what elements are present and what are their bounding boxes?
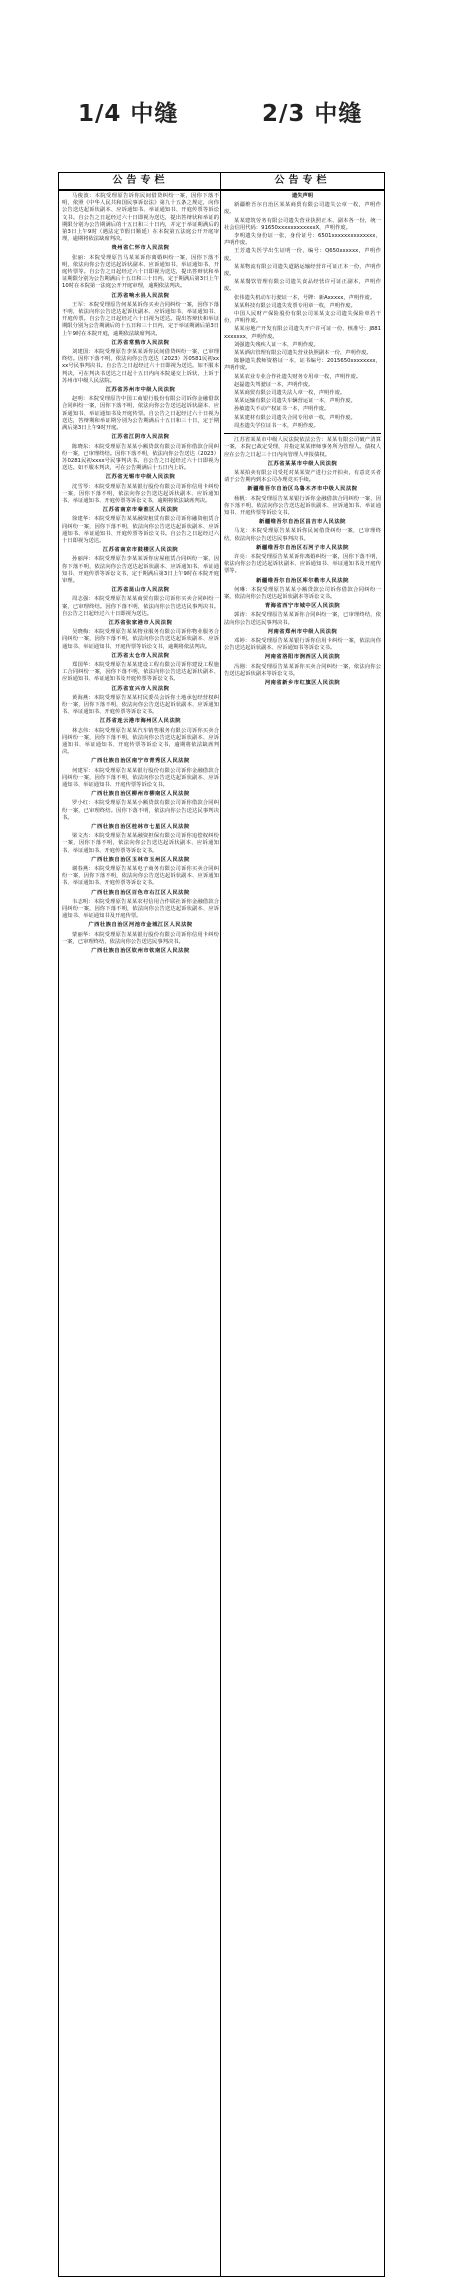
section-title: 遗失声明	[291, 193, 314, 199]
court-name: 广西壮族自治区玉林市玉州区人民法院	[91, 856, 190, 863]
court-name: 江苏省无锡市中级人民法院	[105, 474, 176, 481]
notice-text: 徐建华：本院受理原告某某融资租赁有限公司诉你融资租赁合同纠纷一案，因你下落不明，依法向你公告送达起诉状副本、应诉通知书、举证通知书、开庭传票等诉讼文书。自公告之日起经过六十日即视为送达。	[62, 516, 219, 544]
notice-text: 黄海燕：本院受理原告某某村民委员会诉你土地承包经营权纠纷一案，因你下落不明，依法向你公告送达起诉状副本、应诉通知书、举证通知书、开庭传票等诉讼文书。	[62, 694, 219, 716]
notice-text: 刘建国：本院受理原告李某某诉你民间借贷纠纷一案，已审理终结。因你下落不明，依法向你公告送达（2023）苏0581民初xxxx号民事判决书。自公告之日起经过六十日即视为送达。如不服本判决，可在判决书送达之日起十五日内向本院递交上诉状，上诉于苏州市中级人民法院。	[62, 349, 219, 384]
margin-header	[0, 95, 450, 135]
court-notice-list	[224, 437, 381, 687]
court-name: 贵州省仁怀市人民法院	[111, 245, 170, 252]
notice-text: 刘强遗失残疾人证一本，声明作废。	[234, 341, 319, 348]
notice-text: 沈雪琴：本院受理原告某某银行股份有限公司诉你信用卡纠纷一案，因你下落不明，依法向你公告送达起诉状副本、应诉通知书、举证通知书、开庭传票等诉讼文书，逾期将依法缺席判决。	[62, 483, 219, 504]
court-name: 河南省新乡市红旗区人民法院	[264, 679, 341, 686]
court-name: 新疆维吾尔自治区库尔勒市人民法院	[256, 577, 349, 584]
lost-notice-list	[224, 202, 381, 430]
notice-text: 马俊波：本院受理原告诉你民间借贷纠纷一案，因你下落不明，依照《中华人民共和国民事诉讼法》第九十五条之规定，向你公告送达起诉状副本、应诉通知书、举证通知书、开庭传票等诉讼文书。自公告之日起经过六十日即视为送达，提出答辩状和举证的期限分别为公告期满后的十五日和三十日内，并定于举证期满后的第3日上午9时（遇法定节假日顺延）在本院第五法庭公开开庭审理，逾期将依法缺席判决。	[62, 193, 219, 243]
notice-text: 梁文杰：本院受理原告某某融资担保有限公司诉你追偿权纠纷一案，因你下落不明，依法向你公告送达起诉状副本、应诉通知书、举证通知书、开庭传票等诉讼文书。	[62, 833, 219, 854]
notice-text: 赵磊遗失驾驶证一本，声明作废。	[234, 381, 314, 388]
notice-text: 陈静遗失教师资格证一本，证书编号：2015650xxxxxxxx，声明作废。	[224, 358, 381, 372]
notice-text: 韦志明：本院受理原告某某农村信用合作联社诉你金融借款合同纠纷一案，因你下落不明，依法向你公告送达起诉状副本、应诉通知书、举证通知书及开庭传票。	[62, 898, 219, 920]
notice-text: 陈晓东：本院受理原告某某小额贷款有限公司诉你借款合同纠纷一案，已审理终结。因你下落不明，依法向你公告送达（2023）苏0281民初xxxx号民事判决书。自公告之日起经过六十日即视为送达。如不服本判决，可在公告期满后十五日内上诉。	[62, 443, 219, 472]
court-name: 新疆维吾尔自治区乌鲁木齐市中级人民法院	[247, 486, 358, 493]
notice-text: 张伟遗失机动车行驶证一本，号牌：新Axxxxx，声明作废。	[234, 294, 376, 301]
court-name: 江苏省南京市秦淮区人民法院	[102, 507, 179, 514]
notice-text: 蒙丽华：本院受理原告某某银行股份有限公司诉你信用卡纠纷一案，已审理终结，依法向你公告送达民事判决书。	[62, 931, 219, 945]
column-title: 公告专栏	[221, 173, 384, 191]
notice-text: 何琳：本院受理原告某某小额贷款公司诉你借款合同纠纷一案，依法向你公告送达起诉状副本等诉讼文书。	[224, 586, 381, 600]
court-name: 广西壮族自治区钦州市钦南区人民法院	[91, 948, 190, 955]
court-name: 广西壮族自治区百色市右江区人民法院	[91, 889, 190, 896]
notice-text: 张丽：本院受理原告马某某诉你离婚纠纷一案，因你下落不明，依法向你公告送达起诉状副本、应诉通知书、举证通知书、开庭传票等。自公告之日起经过六十日即视为送达，提出答辩状和举证期限分别为公告期满后十五日和三十日内，定于期满后第3日上午10时在本院第一法庭公开开庭审理，逾期依法判决。	[62, 254, 219, 290]
court-name: 河南省洛阳市涧西区人民法院	[264, 654, 341, 661]
court-name: 江苏省张家港市人民法院	[108, 619, 173, 626]
court-name: 河南省郑州市中级人民法院	[267, 628, 338, 635]
court-name: 青海省西宁市城中区人民法院	[264, 603, 341, 610]
notice-text: 某某科技有限公司遗失发票专用章一枚，声明作废。	[234, 302, 356, 309]
court-name: 江苏省昆山市人民法院	[111, 587, 170, 594]
notice-text: 冯刚：本院受理原告某某诉你买卖合同纠纷一案，依法向你公告送达起诉状副本等诉讼文书。	[224, 663, 381, 677]
notice-text: 吴晓梅：本院受理原告某某物业服务有限公司诉你物业服务合同纠纷一案，因你下落不明，依法向你公告送达起诉状副本、应诉通知书、举证通知书、开庭传票等诉讼文书，逾期将依法判决。	[62, 629, 219, 650]
court-name: 江苏省某某市中级人民法院	[267, 460, 338, 467]
notice-text: 某某农业专业合作社遗失财务专用章一枚，声明作废。	[234, 373, 362, 380]
notice-text: 某某商贸有限公司遗失法人章一枚，声明作废。	[234, 390, 346, 397]
notice-text: 何建军：本院受理原告某某银行股份有限公司诉你金融借款合同纠纷一案，因你下落不明，依法向你公告送达起诉状副本、应诉通知书、举证通知书、开庭传票等诉讼文书。	[62, 767, 219, 789]
court-name: 广西壮族自治区南宁市青秀区人民法院	[91, 758, 190, 765]
court-name: 江苏省响水县人民法院	[111, 292, 170, 299]
notice-text: 某某拍卖有限公司受托对某某资产进行公开拍卖，有意竞买者请于公告期内到本公司办理竞买手续。	[224, 469, 381, 484]
notice-text: 周杰遗失学位证书一本，声明作废。	[234, 422, 319, 429]
notice-text: 孙丽萍：本院受理原告李某某诉你房屋租赁合同纠纷一案，因你下落不明，依法向你公告送达起诉状副本、应诉通知书、举证通知书、开庭传票等诉讼文书，定于期满后第3日上午9时在本院开庭审理。	[62, 556, 219, 584]
notice-text: 王芳遗失医学出生证明一份，编号：Q650xxxxxx，声明作废。	[224, 248, 381, 262]
notice-text: 周志强：本院受理原告某某商贸有限公司诉你买卖合同纠纷一案，已审理终结。因你下落不明，依法向你公告送达民事判决书。自公告之日起经过六十日即视为送达。	[62, 596, 219, 617]
notice-text: 邓婷：本院受理原告某某银行诉你信用卡纠纷一案，依法向你公告送达起诉状副本、应诉通知书等诉讼文书。	[224, 637, 381, 652]
notice-text: 某某建材有限公司遗失合同专用章一枚，声明作废。	[234, 414, 356, 421]
court-name: 江苏省苏州市中级人民法院	[105, 387, 176, 394]
notice-text: 中国人民财产保险股份有限公司某某支公司遗失保险单若干份，声明作废。	[224, 311, 381, 325]
notice-text: 罗小红：本院受理原告某某小额贷款有限公司诉你借款合同纠纷一案，已审理终结。因你下落不明，依法向你公告送达民事判决书。	[62, 800, 219, 821]
notice-text: 郑国华：本院受理原告某某建设工程有限公司诉你建设工程施工合同纠纷一案，因你下落不明，依法向你公告送达起诉状副本、应诉通知书、举证通知书及开庭传票等诉讼文书。	[62, 661, 219, 683]
notice-text: 李明遗失身份证一张，身份证号：6501xxxxxxxxxxxxxx，声明作废。	[224, 233, 381, 247]
notice-text: 马龙：本院受理原告某某诉你民间借贷纠纷一案，已审理终结，依法向你公告送达民事判决书。	[224, 528, 381, 542]
notice-text: 林志伟：本院受理原告某某汽车销售服务有限公司诉你买卖合同纠纷一案，因你下落不明，依法向你公告送达起诉状副本、应诉通知书、举证通知书、开庭传票等诉讼文书，逾期将依法缺席判决。	[62, 727, 219, 756]
notice-list	[59, 193, 222, 955]
notice-text: 某某物流有限公司遗失道路运输经营许可证正本一份，声明作废。	[224, 263, 381, 278]
notice-text: 江苏省某某市中级人民法院依法公告：某某有限公司破产清算一案，本院已裁定受理，并指定某某律师事务所为管理人。债权人应在公告之日起三十日内向管理人申报债权。	[224, 437, 381, 458]
right-margin-label: 2/3 中缝	[262, 101, 363, 127]
column-title: 公告专栏	[59, 173, 222, 191]
court-name: 江苏省常熟市人民法院	[111, 339, 170, 346]
notice-text: 赵明：本院受理原告中国工商银行股份有限公司诉你金融借款合同纠纷一案，因你下落不明，依法向你公告送达起诉状副本、应诉通知书、举证通知书及开庭传票。自公告之日起经过六十日视为送达，答辩期和举证期分别为公告期满后十五日和三十日，定于期满后第3日上午9时开庭。	[62, 396, 219, 432]
notice-text: 某某房地产开发有限公司遗失开户许可证一份，核准号：J881xxxxxxx，声明作废。	[224, 326, 381, 340]
court-name: 新疆维吾尔自治区昌吉市人民法院	[259, 519, 346, 526]
court-name: 江苏省太仓市人民法院	[111, 652, 170, 659]
court-name: 新疆维吾尔自治区石河子市人民法院	[256, 544, 349, 551]
notice-text: 孙敏遗失不动产权证书一本，声明作废。	[234, 406, 330, 413]
court-name: 广西壮族自治区柳州市柳南区人民法院	[91, 791, 190, 798]
court-name: 江苏省连云港市海州区人民法院	[99, 718, 182, 725]
notice-text: 某某餐饮管理有限公司遗失食品经营许可证正副本，声明作废。	[224, 279, 381, 293]
court-name: 江苏省南京市鼓楼区人民法院	[102, 547, 179, 554]
court-name: 广西壮族自治区桂林市七星区人民法院	[91, 824, 190, 831]
notice-text: 某某建筑劳务有限公司遗失营业执照正本、副本各一份，统一社会信用代码：91650xxxxxxxxxxxxX，声明作废。	[224, 217, 381, 231]
notice-column-right	[220, 172, 385, 2277]
notice-text: 某某运输有限公司遗失车辆营运证一本，声明作废。	[234, 398, 356, 405]
notice-list	[221, 193, 384, 687]
section-divider	[224, 433, 381, 434]
court-name: 江苏省江阴市人民法院	[111, 434, 170, 441]
notice-text: 某某酒店管理有限公司遗失营业执照副本一份，声明作废。	[234, 350, 372, 357]
notice-text: 杨帆：本院受理原告某某银行诉你金融借款合同纠纷一案，因你下落不明，依法向你公告送达起诉状副本、应诉通知书、举证通知书、开庭传票等诉讼文书。	[224, 495, 381, 516]
notice-text: 新疆维吾尔自治区某某商贸有限公司遗失公章一枚，声明作废。	[224, 202, 381, 216]
court-name: 广西壮族自治区河池市金城江区人民法院	[88, 922, 193, 929]
court-name: 江苏省宜兴市人民法院	[111, 685, 170, 692]
left-margin-label: 1/4 中缝	[78, 101, 179, 127]
notice-column-left	[58, 172, 223, 2277]
notice-text: 王军：本院受理原告何某某诉你买卖合同纠纷一案，因你下落不明，依法向你公告送达起诉状副本、应诉通知书、举证通知书、开庭传票。自公告之日起经过六十日视为送达。提出答辩状和举证期限分别为公告期满后的十五日和三十日内，定于举证期满后第3日上午9时在本院开庭，逾期依法缺席判决。	[62, 301, 219, 337]
notice-text: 谢春燕：本院受理原告某某电子商务有限公司诉你买卖合同纠纷一案，因你下落不明，依法向你公告送达起诉状副本、应诉通知书、举证通知书、开庭传票等诉讼文书。	[62, 866, 219, 887]
notice-text: 郭涛：本院受理原告某某诉你合同纠纷一案，已审理终结，依法向你公告送达民事判决书。	[224, 612, 381, 626]
notice-text: 许亮：本院受理原告某某诉你离婚纠纷一案，因你下落不明，依法向你公告送达起诉状副本、应诉通知书、举证通知书及开庭传票等。	[224, 553, 381, 575]
